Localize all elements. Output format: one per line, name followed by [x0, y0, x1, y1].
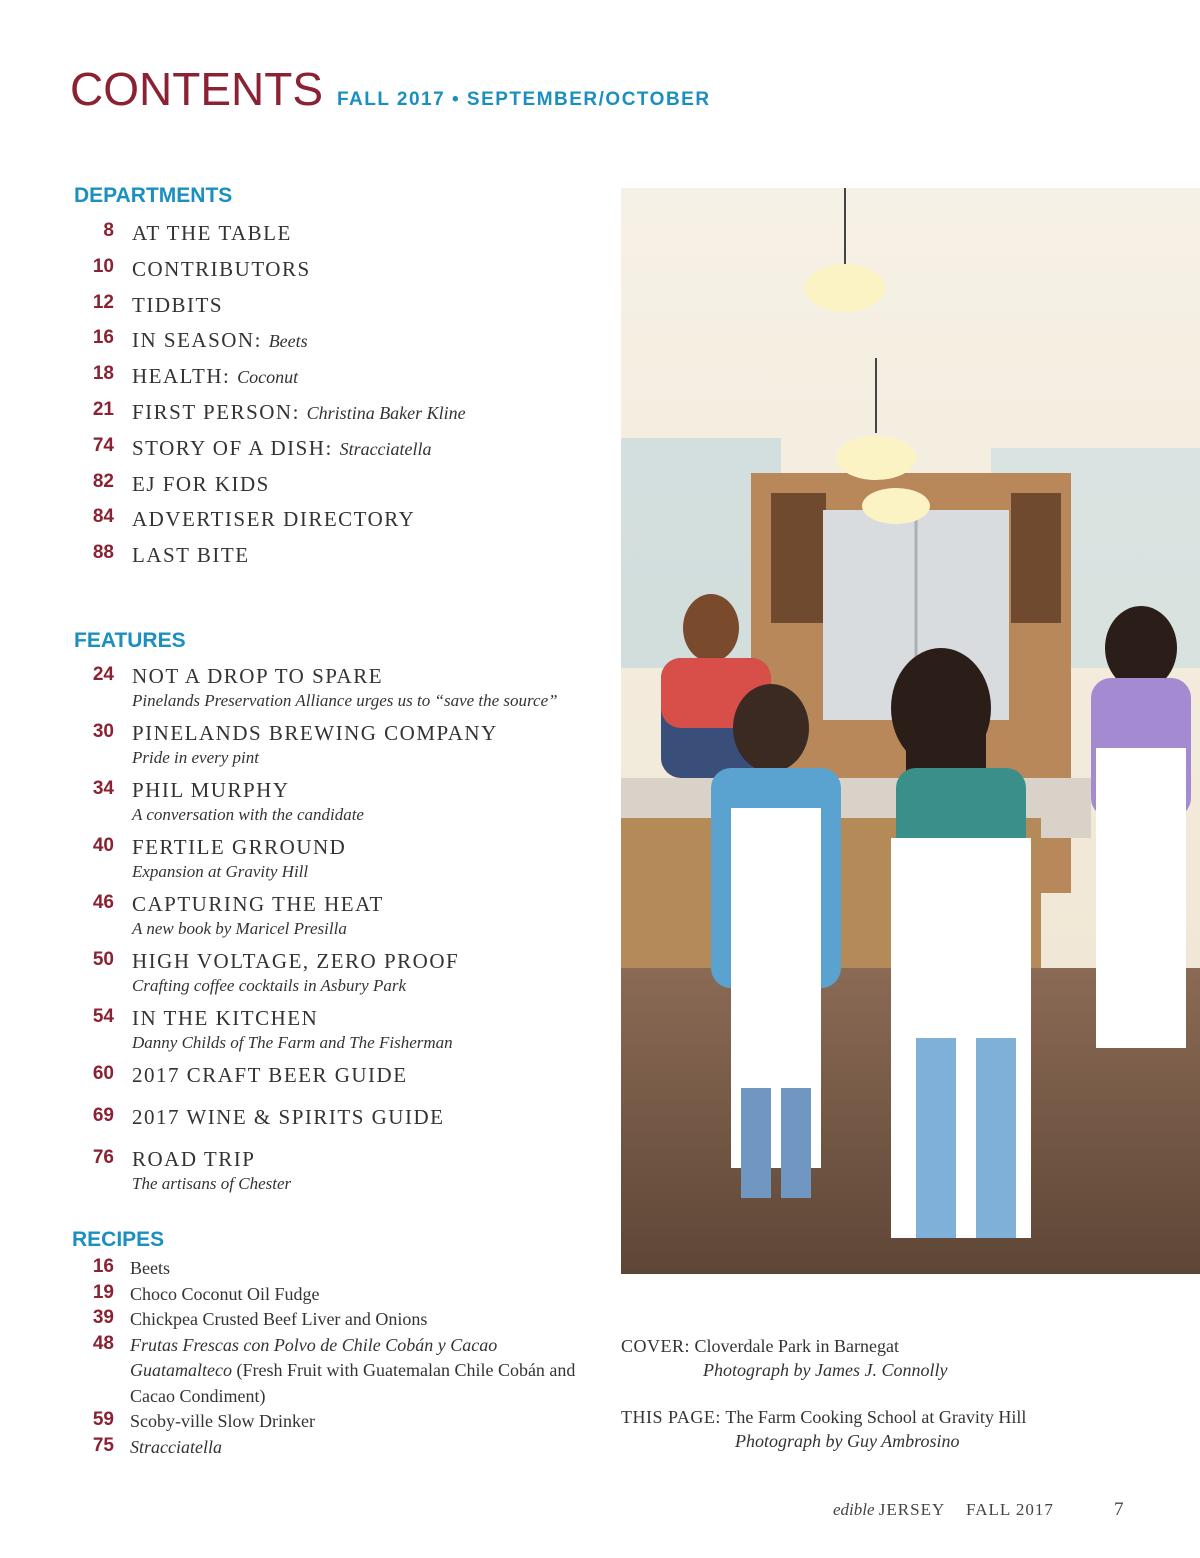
features-heading: FEATURES — [74, 629, 186, 652]
recipe-entry — [72, 1256, 602, 1282]
page-number: 82 — [92, 470, 114, 492]
recipe-entry — [72, 1307, 602, 1333]
cover-label: COVER: — [621, 1336, 691, 1356]
footer-brand — [833, 1500, 945, 1520]
toc-entry — [72, 432, 602, 468]
page-number: 76 — [92, 1147, 114, 1168]
entry-title-text: AT THE TABLE — [132, 221, 292, 245]
page-number: 10 — [92, 255, 114, 277]
toc-entry — [72, 360, 602, 396]
page-number: 21 — [92, 398, 114, 420]
page-number: 7 — [1114, 1499, 1124, 1520]
page-number: 40 — [92, 835, 114, 856]
entry-title-text: IN SEASON: — [132, 328, 262, 353]
toc-entry — [72, 1103, 602, 1131]
cover-caption — [621, 1334, 947, 1382]
page-number: 59 — [92, 1409, 114, 1430]
recipe-title — [130, 1307, 602, 1333]
entry-title: CAPTURING THE HEAT — [132, 892, 384, 916]
recipe-title-text: Scoby-ville Slow Drinker — [130, 1411, 315, 1431]
entry-title: IN THE KITCHEN — [132, 1006, 319, 1030]
recipe-title — [130, 1435, 602, 1461]
footer-season: FALL 2017 — [966, 1500, 1054, 1519]
entry-subtitle: The artisans of Chester — [132, 1174, 292, 1193]
this-page-caption — [621, 1405, 1026, 1453]
entry-subject: Coconut — [237, 367, 299, 388]
recipe-entry — [72, 1333, 602, 1410]
entry-title: PHIL MURPHY — [132, 778, 290, 802]
toc-entry — [72, 890, 602, 940]
toc-entry — [72, 217, 602, 253]
toc-entry — [72, 947, 602, 997]
recipe-title-text: Chickpea Crusted Beef Liver and Onions — [130, 1309, 428, 1329]
entry-subject: Beets — [268, 331, 308, 352]
entry-subtitle: Danny Childs of The Farm and The Fisherman — [132, 1033, 453, 1052]
page-number: 54 — [92, 1006, 114, 1027]
footer-brand-italic: edible — [833, 1500, 875, 1519]
recipes-heading: RECIPES — [72, 1228, 165, 1251]
page-number: 30 — [92, 721, 114, 742]
recipe-title — [130, 1282, 602, 1308]
recipe-title-text: Choco Coconut Oil Fudge — [130, 1283, 320, 1304]
features-list — [72, 662, 602, 1202]
entry-title-text: ADVERTISER DIRECTORY — [132, 507, 416, 532]
entry-title — [132, 539, 602, 571]
toc-entry — [72, 662, 602, 712]
recipe-entry — [72, 1282, 602, 1308]
entry-title-text: HEALTH: — [132, 364, 231, 389]
toc-entry — [72, 1145, 602, 1195]
toc-entry — [72, 468, 602, 504]
page-number: 75 — [92, 1434, 114, 1456]
toc-entry — [72, 324, 602, 360]
toc-entry — [72, 503, 602, 539]
departments-heading: DEPARTMENTS — [74, 184, 233, 207]
entry-subtitle: Expansion at Gravity Hill — [132, 862, 309, 881]
page-number: 46 — [92, 892, 114, 913]
recipe-title-text: Beets — [130, 1258, 170, 1278]
toc-entry — [72, 539, 602, 575]
entry-title-text: STORY OF A DISH: — [132, 435, 333, 460]
recipe-entry — [72, 1409, 602, 1435]
toc-entry — [72, 289, 602, 325]
entry-subject: Christina Baker Kline — [306, 402, 466, 423]
toc-entry — [72, 1061, 602, 1089]
entry-title — [132, 217, 602, 249]
entry-subtitle: Crafting coffee cocktails in Asbury Park — [132, 976, 407, 995]
toc-entry — [72, 396, 602, 432]
toc-entry — [72, 253, 602, 289]
recipe-title-text: (Fresh Fruit with Guatemalan Chile Cobán and Cacao Condiment) — [130, 1360, 576, 1406]
toc-entry — [72, 833, 602, 883]
entry-title: 2017 CRAFT BEER GUIDE — [132, 1063, 408, 1087]
entry-title-text: EJ FOR KIDS — [132, 471, 270, 496]
entry-title — [132, 253, 602, 285]
masthead — [70, 62, 711, 116]
page-number: 84 — [92, 506, 114, 528]
recipe-title — [130, 1333, 602, 1410]
this-page-text: The Farm Cooking School at Gravity Hill — [725, 1407, 1027, 1427]
recipes-list — [72, 1256, 602, 1460]
page-number: 60 — [92, 1063, 114, 1084]
entry-title: 2017 WINE & SPIRITS GUIDE — [132, 1105, 445, 1129]
entry-title — [132, 396, 602, 429]
page-number: 16 — [92, 327, 114, 349]
departments-list — [72, 217, 602, 575]
page-number: 39 — [92, 1307, 114, 1328]
cover-photo-credit: Photograph by James J. Connolly — [703, 1360, 948, 1380]
recipe-title-italic: Stracciatella — [130, 1436, 222, 1457]
entry-title: PINELANDS BREWING COMPANY — [132, 721, 498, 745]
page-number: 19 — [92, 1281, 114, 1303]
cover-text: Cloverdale Park in Barnegat — [694, 1336, 899, 1356]
recipe-title — [130, 1409, 602, 1435]
page-number: 8 — [103, 220, 114, 241]
page-number: 18 — [92, 363, 114, 385]
entry-subtitle: Pinelands Preservation Alliance urges us to “save the source” — [132, 691, 558, 710]
entry-title-text: LAST BITE — [132, 543, 250, 568]
toc-entry — [72, 776, 602, 826]
entry-title-text: TIDBITS — [132, 292, 223, 317]
entry-title: ROAD TRIP — [132, 1147, 256, 1171]
entry-subtitle: Pride in every pint — [132, 748, 259, 767]
this-page-photo-credit: Photograph by Guy Ambrosino — [735, 1431, 960, 1451]
this-page-label: THIS PAGE: — [621, 1407, 721, 1427]
page-number: 88 — [92, 542, 114, 564]
entry-title-text: CONTRIBUTORS — [132, 256, 311, 281]
entry-subtitle: A conversation with the candidate — [132, 805, 364, 824]
kitchen-photo — [621, 188, 1200, 1274]
recipe-title-italic: Frutas Frescas con Polvo de Chile Cobán y Cacao Guatamalteco — [130, 1334, 498, 1380]
page-title: CONTENTS — [70, 63, 323, 115]
entry-title: FERTILE GRROUND — [132, 835, 347, 859]
entry-title — [132, 503, 602, 535]
page-number: 69 — [92, 1105, 114, 1126]
entry-title — [132, 432, 602, 465]
page-number: 16 — [92, 1256, 114, 1277]
page-number: 50 — [92, 949, 114, 970]
page-number: 74 — [92, 434, 114, 456]
entry-title-text: FIRST PERSON: — [132, 399, 300, 424]
footer-brand-name: JERSEY — [878, 1500, 946, 1519]
entry-subject: Stracciatella — [339, 438, 432, 459]
entry-title — [132, 289, 602, 321]
entry-title — [132, 360, 602, 393]
entry-subtitle: A new book by Maricel Presilla — [132, 919, 347, 938]
page-number: 24 — [92, 664, 114, 685]
issue-date: FALL 2017 • SEPTEMBER/OCTOBER — [337, 89, 711, 110]
entry-title: NOT A DROP TO SPARE — [132, 664, 384, 688]
toc-entry — [72, 719, 602, 769]
page-number: 34 — [92, 778, 114, 799]
entry-title — [132, 324, 602, 357]
page-number: 12 — [92, 291, 114, 313]
recipe-title — [130, 1256, 602, 1282]
page-number: 48 — [92, 1332, 114, 1354]
recipe-entry — [72, 1435, 602, 1461]
entry-title: HIGH VOLTAGE, ZERO PROOF — [132, 949, 460, 973]
entry-title — [132, 468, 602, 500]
toc-entry — [72, 1004, 602, 1054]
